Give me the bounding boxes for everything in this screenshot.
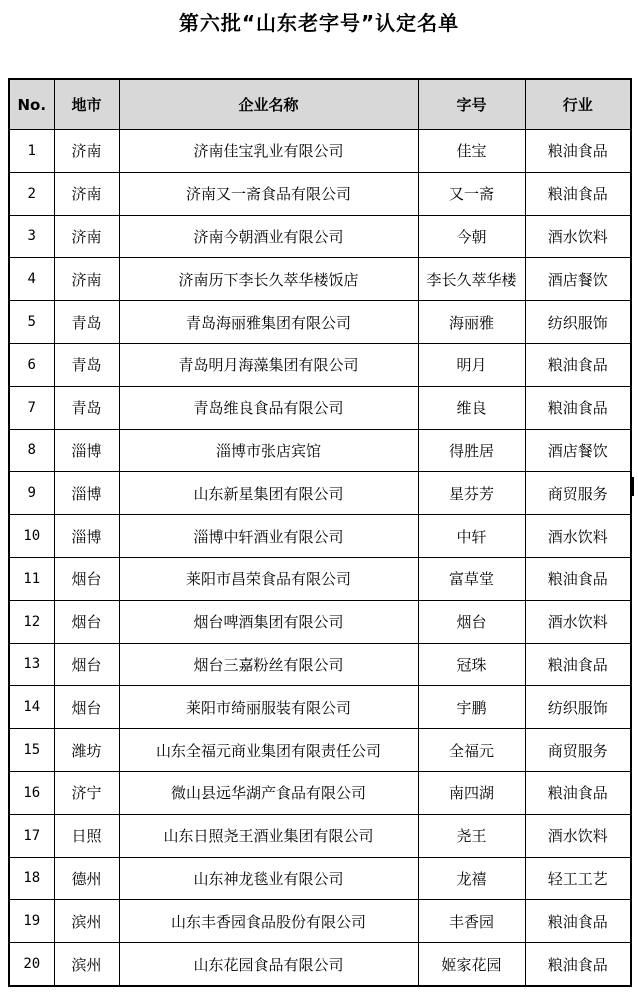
table-cell-company: 山东新星集团有限公司 bbox=[119, 472, 418, 515]
table-cell-company: 山东全福元商业集团有限责任公司 bbox=[119, 729, 418, 772]
table-cell-company: 烟台啤酒集团有限公司 bbox=[119, 600, 418, 643]
table-cell-brand: 李长久萃华楼 bbox=[418, 258, 525, 301]
table-cell-company: 青岛明月海藻集团有限公司 bbox=[119, 343, 418, 386]
table-row bbox=[9, 814, 631, 857]
table-cell-city: 烟台 bbox=[54, 557, 119, 600]
table-row bbox=[9, 943, 631, 986]
table-cell-city: 烟台 bbox=[54, 600, 119, 643]
table-cell-brand: 丰香园 bbox=[418, 900, 525, 943]
column-header-no: No. bbox=[9, 79, 54, 130]
table-cell-company: 青岛海丽雅集团有限公司 bbox=[119, 301, 418, 344]
table-cell-industry: 商贸服务 bbox=[525, 729, 631, 772]
table-cell-industry: 粮油食品 bbox=[525, 900, 631, 943]
table-cell-company: 山东日照尧王酒业集团有限公司 bbox=[119, 814, 418, 857]
table-cell-brand: 南四湖 bbox=[418, 771, 525, 814]
table-cell-industry: 酒水饮料 bbox=[525, 215, 631, 258]
table-cell-city: 青岛 bbox=[54, 301, 119, 344]
table-cell-no: 18 bbox=[9, 857, 54, 900]
table-cell-industry: 酒水饮料 bbox=[525, 515, 631, 558]
table-cell-brand: 烟台 bbox=[418, 600, 525, 643]
page-title: 第六批“山东老字号”认定名单 bbox=[178, 11, 460, 35]
table-row bbox=[9, 771, 631, 814]
table-cell-company: 济南佳宝乳业有限公司 bbox=[119, 130, 418, 173]
table-row bbox=[9, 600, 631, 643]
table-cell-company: 莱阳市昌荣食品有限公司 bbox=[119, 557, 418, 600]
table-cell-brand: 中轩 bbox=[418, 515, 525, 558]
table-cell-brand: 今朝 bbox=[418, 215, 525, 258]
table-cell-brand: 佳宝 bbox=[418, 130, 525, 173]
table-cell-company: 山东丰香园食品股份有限公司 bbox=[119, 900, 418, 943]
table-row bbox=[9, 258, 631, 301]
table-cell-no: 7 bbox=[9, 386, 54, 429]
table-cell-no: 6 bbox=[9, 343, 54, 386]
table-cell-city: 淄博 bbox=[54, 515, 119, 558]
table-cell-industry: 酒店餐饮 bbox=[525, 429, 631, 472]
table-row bbox=[9, 643, 631, 686]
table-cell-industry: 轻工工艺 bbox=[525, 857, 631, 900]
table-cell-brand: 维良 bbox=[418, 386, 525, 429]
table-cell-company: 济南今朝酒业有限公司 bbox=[119, 215, 418, 258]
table-cell-industry: 粮油食品 bbox=[525, 172, 631, 215]
table-row bbox=[9, 472, 631, 515]
table-cell-no: 19 bbox=[9, 900, 54, 943]
table-cell-brand: 全福元 bbox=[418, 729, 525, 772]
table-cell-no: 12 bbox=[9, 600, 54, 643]
table-cell-no: 11 bbox=[9, 557, 54, 600]
table-cell-city: 淄博 bbox=[54, 472, 119, 515]
table-cell-brand: 海丽雅 bbox=[418, 301, 525, 344]
table-cell-no: 20 bbox=[9, 943, 54, 986]
table-cell-industry: 粮油食品 bbox=[525, 130, 631, 173]
table-row bbox=[9, 215, 631, 258]
table-row bbox=[9, 429, 631, 472]
table-cell-company: 山东神龙毯业有限公司 bbox=[119, 857, 418, 900]
table-cell-brand: 姬家花园 bbox=[418, 943, 525, 986]
table-cell-brand: 星芬芳 bbox=[418, 472, 525, 515]
table-row bbox=[9, 515, 631, 558]
table-row bbox=[9, 557, 631, 600]
table-row bbox=[9, 729, 631, 772]
table-cell-industry: 酒店餐饮 bbox=[525, 258, 631, 301]
table-cell-no: 16 bbox=[9, 771, 54, 814]
table-cell-company: 淄博市张店宾馆 bbox=[119, 429, 418, 472]
table-cell-no: 5 bbox=[9, 301, 54, 344]
table-row bbox=[9, 686, 631, 729]
table-cell-city: 济南 bbox=[54, 130, 119, 173]
table-cell-city: 滨州 bbox=[54, 943, 119, 986]
table-cell-no: 13 bbox=[9, 643, 54, 686]
table-cell-company: 青岛维良食品有限公司 bbox=[119, 386, 418, 429]
table-body bbox=[9, 130, 631, 986]
table-cell-brand: 宇鹏 bbox=[418, 686, 525, 729]
table-cell-city: 滨州 bbox=[54, 900, 119, 943]
table-cell-no: 9 bbox=[9, 472, 54, 515]
table-row bbox=[9, 343, 631, 386]
table-cell-industry: 粮油食品 bbox=[525, 943, 631, 986]
table-cell-industry: 粮油食品 bbox=[525, 771, 631, 814]
table-cell-city: 烟台 bbox=[54, 643, 119, 686]
table-cell-brand: 富草堂 bbox=[418, 557, 525, 600]
table-cell-industry: 酒水饮料 bbox=[525, 814, 631, 857]
table-cell-company: 济南历下李长久萃华楼饭店 bbox=[119, 258, 418, 301]
table-cell-company: 山东花园食品有限公司 bbox=[119, 943, 418, 986]
table-cell-company: 莱阳市绮丽服装有限公司 bbox=[119, 686, 418, 729]
table-cell-company: 微山县远华湖产食品有限公司 bbox=[119, 771, 418, 814]
table-cell-brand: 尧王 bbox=[418, 814, 525, 857]
table-cell-industry: 粮油食品 bbox=[525, 557, 631, 600]
table-cell-city: 济南 bbox=[54, 215, 119, 258]
column-header-brand: 字号 bbox=[418, 79, 525, 130]
table-cell-city: 德州 bbox=[54, 857, 119, 900]
table-row bbox=[9, 172, 631, 215]
table-cell-industry: 酒水饮料 bbox=[525, 600, 631, 643]
table-cell-city: 潍坊 bbox=[54, 729, 119, 772]
table-cell-brand: 明月 bbox=[418, 343, 525, 386]
table-cell-company: 烟台三嘉粉丝有限公司 bbox=[119, 643, 418, 686]
table-cell-industry: 商贸服务 bbox=[525, 472, 631, 515]
table-cell-industry: 粮油食品 bbox=[525, 643, 631, 686]
stray-mark bbox=[631, 477, 634, 496]
table-cell-no: 17 bbox=[9, 814, 54, 857]
table-row bbox=[9, 857, 631, 900]
table-cell-city: 济宁 bbox=[54, 771, 119, 814]
table-cell-city: 日照 bbox=[54, 814, 119, 857]
column-header-industry: 行业 bbox=[525, 79, 631, 130]
table-cell-city: 淄博 bbox=[54, 429, 119, 472]
table-row bbox=[9, 900, 631, 943]
table-cell-brand: 得胜居 bbox=[418, 429, 525, 472]
table-cell-industry: 纺织服饰 bbox=[525, 301, 631, 344]
table-cell-no: 8 bbox=[9, 429, 54, 472]
table-header-row bbox=[9, 79, 631, 130]
table-cell-brand: 又一斋 bbox=[418, 172, 525, 215]
table-cell-company: 济南又一斋食品有限公司 bbox=[119, 172, 418, 215]
table-cell-city: 济南 bbox=[54, 172, 119, 215]
column-header-city: 地市 bbox=[54, 79, 119, 130]
table-cell-no: 3 bbox=[9, 215, 54, 258]
table-cell-city: 烟台 bbox=[54, 686, 119, 729]
table-row bbox=[9, 386, 631, 429]
table-row bbox=[9, 130, 631, 173]
brand-list-table bbox=[8, 78, 632, 987]
table-cell-city: 青岛 bbox=[54, 386, 119, 429]
table-cell-brand: 龙禧 bbox=[418, 857, 525, 900]
table-cell-no: 15 bbox=[9, 729, 54, 772]
column-header-company: 企业名称 bbox=[119, 79, 418, 130]
table-cell-city: 青岛 bbox=[54, 343, 119, 386]
table-cell-industry: 粮油食品 bbox=[525, 343, 631, 386]
table-cell-no: 2 bbox=[9, 172, 54, 215]
table-cell-city: 济南 bbox=[54, 258, 119, 301]
table-cell-industry: 纺织服饰 bbox=[525, 686, 631, 729]
table-cell-no: 14 bbox=[9, 686, 54, 729]
table-cell-no: 1 bbox=[9, 130, 54, 173]
table-cell-company: 淄博中轩酒业有限公司 bbox=[119, 515, 418, 558]
table-cell-no: 10 bbox=[9, 515, 54, 558]
table-cell-industry: 粮油食品 bbox=[525, 386, 631, 429]
table-cell-no: 4 bbox=[9, 258, 54, 301]
table-row bbox=[9, 301, 631, 344]
table-cell-brand: 冠珠 bbox=[418, 643, 525, 686]
